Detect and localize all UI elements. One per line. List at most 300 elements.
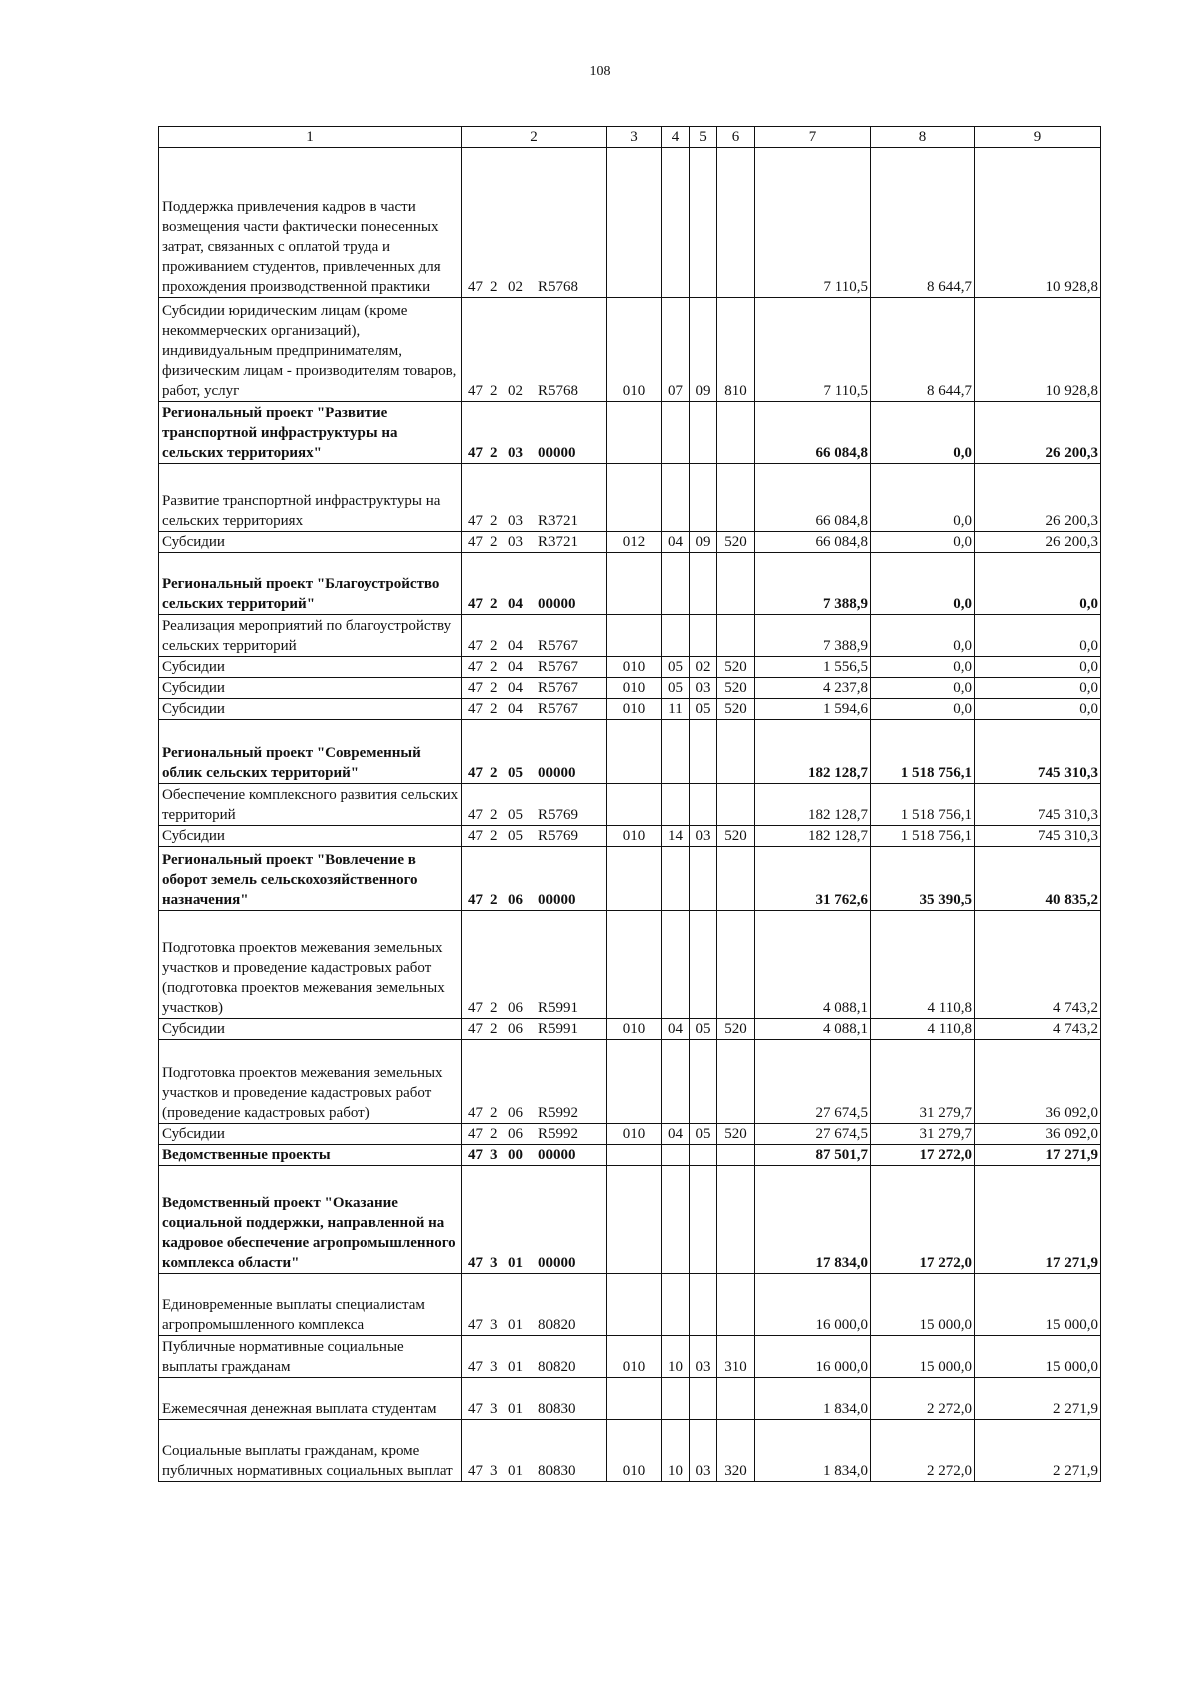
row-col6: [717, 847, 755, 911]
table-row: [159, 402, 1101, 464]
row-col6: [717, 1166, 755, 1274]
code-type: 2: [490, 534, 498, 550]
row-col5: 09: [690, 532, 717, 553]
code-direction: R5991: [538, 1000, 579, 1016]
row-col3: [607, 1274, 662, 1336]
row-col3: [607, 1378, 662, 1420]
row-col9: 26 200,3: [975, 464, 1101, 532]
row-col4: [662, 148, 690, 298]
row-code: [462, 784, 607, 826]
row-col7: 31 762,6: [755, 847, 871, 911]
table-row: [159, 1124, 1101, 1145]
row-col3: [607, 1166, 662, 1274]
row-name: Субсидии: [159, 826, 462, 847]
row-col5: [690, 1145, 717, 1166]
code-program: 47: [468, 1147, 483, 1163]
row-col5: [690, 553, 717, 615]
table-row: [159, 615, 1101, 657]
row-code: [462, 1019, 607, 1040]
table-row: [159, 464, 1101, 532]
row-name: Субсидии: [159, 699, 462, 720]
table-row: [159, 1420, 1101, 1482]
row-col3: [607, 402, 662, 464]
code-program: 47: [468, 1000, 483, 1016]
code-direction: 00000: [538, 892, 576, 908]
row-name: Субсидии: [159, 678, 462, 699]
code-project: 01: [508, 1401, 523, 1417]
header-cell-3: 3: [607, 127, 662, 148]
table-row: [159, 784, 1101, 826]
row-name: Региональный проект "Благоустройство сельских территорий": [159, 553, 462, 615]
row-code: [462, 532, 607, 553]
row-col8: 15 000,0: [871, 1274, 975, 1336]
code-direction: R5991: [538, 1021, 579, 1037]
code-project: 04: [508, 638, 523, 654]
row-col8: 4 110,8: [871, 911, 975, 1019]
row-name: Ведомственные проекты: [159, 1145, 462, 1166]
row-name: Поддержка привлечения кадров в части возмещения части фактически понесенных затрат, связанных с оплатой труда и проживанием студентов, привлеченных для прохождения производственной практики: [159, 148, 462, 298]
table-row: [159, 298, 1101, 402]
row-name: Ведомственный проект "Оказание социальной поддержки, направленной на кадровое обеспечение агропромышленного комплекса области": [159, 1166, 462, 1274]
row-code: [462, 826, 607, 847]
row-col9: 10 928,8: [975, 298, 1101, 402]
code-project: 01: [508, 1359, 523, 1375]
code-program: 47: [468, 807, 483, 823]
row-col7: 1 834,0: [755, 1420, 871, 1482]
row-name: Единовременные выплаты специалистам агропромышленного комплекса: [159, 1274, 462, 1336]
code-type: 3: [490, 1317, 498, 1333]
code-type: 3: [490, 1147, 498, 1163]
row-col7: 16 000,0: [755, 1274, 871, 1336]
table-row: [159, 678, 1101, 699]
header-cell-6: 6: [717, 127, 755, 148]
code-program: 47: [468, 534, 483, 550]
row-col9: 4 743,2: [975, 911, 1101, 1019]
code-project: 06: [508, 1126, 523, 1142]
code-type: 2: [490, 513, 498, 529]
code-direction: 00000: [538, 445, 576, 461]
table-row: [159, 532, 1101, 553]
row-col4: [662, 1040, 690, 1124]
row-code: [462, 1145, 607, 1166]
table-row: [159, 657, 1101, 678]
row-col7: 1 594,6: [755, 699, 871, 720]
header-cell-5: 5: [690, 127, 717, 148]
row-col9: 0,0: [975, 615, 1101, 657]
code-type: 2: [490, 1126, 498, 1142]
row-col3: [607, 148, 662, 298]
row-col4: [662, 720, 690, 784]
row-col5: [690, 847, 717, 911]
code-direction: 80830: [538, 1463, 576, 1479]
row-name: Региональный проект "Современный облик сельских территорий": [159, 720, 462, 784]
row-code: [462, 911, 607, 1019]
row-name: Субсидии: [159, 1124, 462, 1145]
row-col4: [662, 553, 690, 615]
row-col9: 2 271,9: [975, 1420, 1101, 1482]
row-col7: 4 237,8: [755, 678, 871, 699]
row-col9: 15 000,0: [975, 1336, 1101, 1378]
row-name: Субсидии: [159, 532, 462, 553]
row-col9: 10 928,8: [975, 148, 1101, 298]
row-col5: 02: [690, 657, 717, 678]
table-row: [159, 720, 1101, 784]
code-direction: R5767: [538, 701, 579, 717]
code-project: 04: [508, 596, 523, 612]
code-project: 04: [508, 680, 523, 696]
table-row: [159, 699, 1101, 720]
code-type: 2: [490, 279, 498, 295]
code-program: 47: [468, 513, 483, 529]
row-name: Реализация мероприятий по благоустройству сельских территорий: [159, 615, 462, 657]
row-code: [462, 1336, 607, 1378]
row-col4: 04: [662, 532, 690, 553]
code-program: 47: [468, 383, 483, 399]
code-program: 47: [468, 828, 483, 844]
code-type: 2: [490, 659, 498, 675]
row-name: Подготовка проектов межевания земельных участков и проведение кадастровых работ (проведение кадастровых работ): [159, 1040, 462, 1124]
row-col7: 7 110,5: [755, 148, 871, 298]
header-cell-4: 4: [662, 127, 690, 148]
row-col7: 66 084,8: [755, 532, 871, 553]
row-col7: 182 128,7: [755, 720, 871, 784]
row-col7: 66 084,8: [755, 402, 871, 464]
code-program: 47: [468, 279, 483, 295]
row-col9: 745 310,3: [975, 720, 1101, 784]
row-col8: 1 518 756,1: [871, 826, 975, 847]
row-col6: 520: [717, 1019, 755, 1040]
row-col9: 26 200,3: [975, 532, 1101, 553]
row-col9: 4 743,2: [975, 1019, 1101, 1040]
row-col4: 10: [662, 1420, 690, 1482]
row-col3: 010: [607, 1019, 662, 1040]
row-col6: 520: [717, 826, 755, 847]
row-col7: 182 128,7: [755, 784, 871, 826]
code-direction: 00000: [538, 1255, 576, 1271]
code-project: 01: [508, 1463, 523, 1479]
row-col3: [607, 1145, 662, 1166]
row-col8: 0,0: [871, 678, 975, 699]
row-col9: 745 310,3: [975, 826, 1101, 847]
row-code: [462, 464, 607, 532]
row-col5: [690, 911, 717, 1019]
row-code: [462, 615, 607, 657]
code-direction: 00000: [538, 596, 576, 612]
header-cell-7: 7: [755, 127, 871, 148]
row-col5: 05: [690, 699, 717, 720]
row-code: [462, 1040, 607, 1124]
row-col3: [607, 720, 662, 784]
row-col6: 520: [717, 657, 755, 678]
row-col7: 1 556,5: [755, 657, 871, 678]
code-type: 2: [490, 1000, 498, 1016]
row-col8: 35 390,5: [871, 847, 975, 911]
row-name: Субсидии: [159, 657, 462, 678]
row-col8: 17 272,0: [871, 1166, 975, 1274]
row-col5: [690, 615, 717, 657]
row-code: [462, 1274, 607, 1336]
row-col5: [690, 148, 717, 298]
row-name: Обеспечение комплексного развития сельских территорий: [159, 784, 462, 826]
row-col4: [662, 615, 690, 657]
row-col9: 36 092,0: [975, 1124, 1101, 1145]
code-program: 47: [468, 1463, 483, 1479]
row-col9: 36 092,0: [975, 1040, 1101, 1124]
row-code: [462, 1420, 607, 1482]
row-col3: [607, 847, 662, 911]
row-col8: 2 272,0: [871, 1420, 975, 1482]
row-col3: [607, 553, 662, 615]
row-col3: 010: [607, 298, 662, 402]
table-row: [159, 847, 1101, 911]
row-col8: 8 644,7: [871, 298, 975, 402]
row-col5: 03: [690, 826, 717, 847]
row-name: Субсидии юридическим лицам (кроме некоммерческих организаций), индивидуальным предпринимателям, физическим лицам - производителям товаров, работ, услуг: [159, 298, 462, 402]
row-col8: 0,0: [871, 699, 975, 720]
row-col8: 15 000,0: [871, 1336, 975, 1378]
row-col6: [717, 1145, 755, 1166]
code-program: 47: [468, 1317, 483, 1333]
row-col3: 012: [607, 532, 662, 553]
row-col6: 810: [717, 298, 755, 402]
row-col4: 07: [662, 298, 690, 402]
row-col4: 05: [662, 657, 690, 678]
table-body: [159, 148, 1101, 1482]
code-direction: R5768: [538, 279, 579, 295]
row-col9: 0,0: [975, 657, 1101, 678]
row-col5: [690, 784, 717, 826]
row-col8: 0,0: [871, 615, 975, 657]
row-col6: 520: [717, 678, 755, 699]
code-project: 01: [508, 1317, 523, 1333]
row-col7: 7 388,9: [755, 553, 871, 615]
row-col8: 0,0: [871, 657, 975, 678]
table-row: [159, 1166, 1101, 1274]
code-project: 02: [508, 279, 523, 295]
header-row: [159, 127, 1101, 148]
code-program: 47: [468, 445, 483, 461]
row-col4: [662, 1378, 690, 1420]
row-col3: [607, 615, 662, 657]
row-col4: [662, 402, 690, 464]
code-project: 06: [508, 1021, 523, 1037]
row-col8: 2 272,0: [871, 1378, 975, 1420]
row-col5: [690, 464, 717, 532]
code-direction: R3721: [538, 534, 579, 550]
row-col5: [690, 1166, 717, 1274]
row-col6: [717, 148, 755, 298]
row-col4: 14: [662, 826, 690, 847]
row-col8: 8 644,7: [871, 148, 975, 298]
code-project: 03: [508, 534, 523, 550]
table-row: [159, 826, 1101, 847]
row-name: Региональный проект "Вовлечение в оборот земель сельскохозяйственного назначения": [159, 847, 462, 911]
row-name: Ежемесячная денежная выплата студентам: [159, 1378, 462, 1420]
row-code: [462, 699, 607, 720]
row-col8: 4 110,8: [871, 1019, 975, 1040]
code-project: 05: [508, 765, 523, 781]
row-col9: 0,0: [975, 553, 1101, 615]
row-col3: 010: [607, 699, 662, 720]
row-col5: [690, 720, 717, 784]
row-col7: 1 834,0: [755, 1378, 871, 1420]
code-program: 47: [468, 659, 483, 675]
code-project: 00: [508, 1147, 523, 1163]
row-col7: 27 674,5: [755, 1040, 871, 1124]
row-col4: 11: [662, 699, 690, 720]
code-direction: R3721: [538, 513, 579, 529]
row-col7: 17 834,0: [755, 1166, 871, 1274]
code-direction: 00000: [538, 765, 576, 781]
row-col6: 310: [717, 1336, 755, 1378]
row-col4: 04: [662, 1124, 690, 1145]
row-col8: 0,0: [871, 532, 975, 553]
row-col3: 010: [607, 1124, 662, 1145]
code-type: 2: [490, 701, 498, 717]
code-program: 47: [468, 1126, 483, 1142]
row-code: [462, 298, 607, 402]
row-col4: [662, 464, 690, 532]
row-col5: 03: [690, 1420, 717, 1482]
row-name: Развитие транспортной инфраструктуры на сельских территориях: [159, 464, 462, 532]
code-type: 2: [490, 596, 498, 612]
table-row: [159, 1274, 1101, 1336]
row-col5: 05: [690, 1019, 717, 1040]
code-project: 05: [508, 807, 523, 823]
row-col5: 09: [690, 298, 717, 402]
row-col8: 0,0: [871, 553, 975, 615]
code-project: 04: [508, 659, 523, 675]
code-program: 47: [468, 1255, 483, 1271]
row-col4: [662, 784, 690, 826]
header-cell-9: 9: [975, 127, 1101, 148]
code-program: 47: [468, 1359, 483, 1375]
row-col6: [717, 464, 755, 532]
code-type: 2: [490, 892, 498, 908]
row-col6: [717, 720, 755, 784]
code-direction: 80820: [538, 1317, 576, 1333]
row-col7: 182 128,7: [755, 826, 871, 847]
row-code: [462, 657, 607, 678]
row-col5: 03: [690, 678, 717, 699]
code-direction: R5769: [538, 807, 579, 823]
table-row: [159, 1040, 1101, 1124]
row-name: Публичные нормативные социальные выплаты гражданам: [159, 1336, 462, 1378]
code-type: 2: [490, 680, 498, 696]
budget-table: [158, 126, 1101, 1482]
row-col4: 04: [662, 1019, 690, 1040]
row-code: [462, 847, 607, 911]
code-program: 47: [468, 765, 483, 781]
code-program: 47: [468, 701, 483, 717]
row-col5: [690, 1040, 717, 1124]
code-direction: R5992: [538, 1126, 579, 1142]
header-cell-8: 8: [871, 127, 975, 148]
code-program: 47: [468, 638, 483, 654]
row-code: [462, 148, 607, 298]
row-col9: 0,0: [975, 699, 1101, 720]
row-col3: [607, 464, 662, 532]
row-col9: 40 835,2: [975, 847, 1101, 911]
row-col4: [662, 911, 690, 1019]
row-col5: 05: [690, 1124, 717, 1145]
row-col3: 010: [607, 657, 662, 678]
header-cell-1: 1: [159, 127, 462, 148]
code-direction: 80820: [538, 1359, 576, 1375]
row-col8: 0,0: [871, 402, 975, 464]
row-col6: [717, 615, 755, 657]
row-col4: [662, 1145, 690, 1166]
code-project: 03: [508, 445, 523, 461]
row-col6: [717, 402, 755, 464]
code-project: 03: [508, 513, 523, 529]
row-col3: 010: [607, 826, 662, 847]
row-col8: 1 518 756,1: [871, 784, 975, 826]
row-col6: 520: [717, 532, 755, 553]
row-col6: 520: [717, 699, 755, 720]
row-col6: 520: [717, 1124, 755, 1145]
row-col6: [717, 553, 755, 615]
row-name: Подготовка проектов межевания земельных участков и проведение кадастровых работ (подготовка проектов межевания земельных участков): [159, 911, 462, 1019]
row-col3: [607, 1040, 662, 1124]
code-direction: R5769: [538, 828, 579, 844]
row-col8: 0,0: [871, 464, 975, 532]
row-col9: 2 271,9: [975, 1378, 1101, 1420]
row-col5: [690, 1274, 717, 1336]
row-col4: 10: [662, 1336, 690, 1378]
row-col3: [607, 911, 662, 1019]
code-type: 3: [490, 1463, 498, 1479]
row-col7: 4 088,1: [755, 1019, 871, 1040]
row-col9: 26 200,3: [975, 402, 1101, 464]
row-code: [462, 720, 607, 784]
row-col7: 4 088,1: [755, 911, 871, 1019]
code-project: 06: [508, 1000, 523, 1016]
code-type: 3: [490, 1359, 498, 1375]
table-row: [159, 148, 1101, 298]
code-direction: R5767: [538, 659, 579, 675]
row-col6: [717, 1378, 755, 1420]
code-program: 47: [468, 596, 483, 612]
row-col7: 27 674,5: [755, 1124, 871, 1145]
row-col7: 7 388,9: [755, 615, 871, 657]
row-col5: [690, 402, 717, 464]
code-type: 2: [490, 1105, 498, 1121]
row-name: Субсидии: [159, 1019, 462, 1040]
row-code: [462, 1378, 607, 1420]
row-col8: 31 279,7: [871, 1124, 975, 1145]
row-col9: 745 310,3: [975, 784, 1101, 826]
row-code: [462, 678, 607, 699]
code-type: 2: [490, 445, 498, 461]
code-type: 2: [490, 765, 498, 781]
row-col3: [607, 784, 662, 826]
row-col8: 31 279,7: [871, 1040, 975, 1124]
code-project: 02: [508, 383, 523, 399]
row-col9: 17 271,9: [975, 1166, 1101, 1274]
row-col9: 0,0: [975, 678, 1101, 699]
row-col3: 010: [607, 1336, 662, 1378]
code-direction: R5767: [538, 680, 579, 696]
code-type: 2: [490, 828, 498, 844]
code-project: 06: [508, 1105, 523, 1121]
row-col8: 1 518 756,1: [871, 720, 975, 784]
code-type: 3: [490, 1255, 498, 1271]
table-row: [159, 1336, 1101, 1378]
row-name: Социальные выплаты гражданам, кроме публичных нормативных социальных выплат: [159, 1420, 462, 1482]
row-col4: 05: [662, 678, 690, 699]
row-col4: [662, 1166, 690, 1274]
